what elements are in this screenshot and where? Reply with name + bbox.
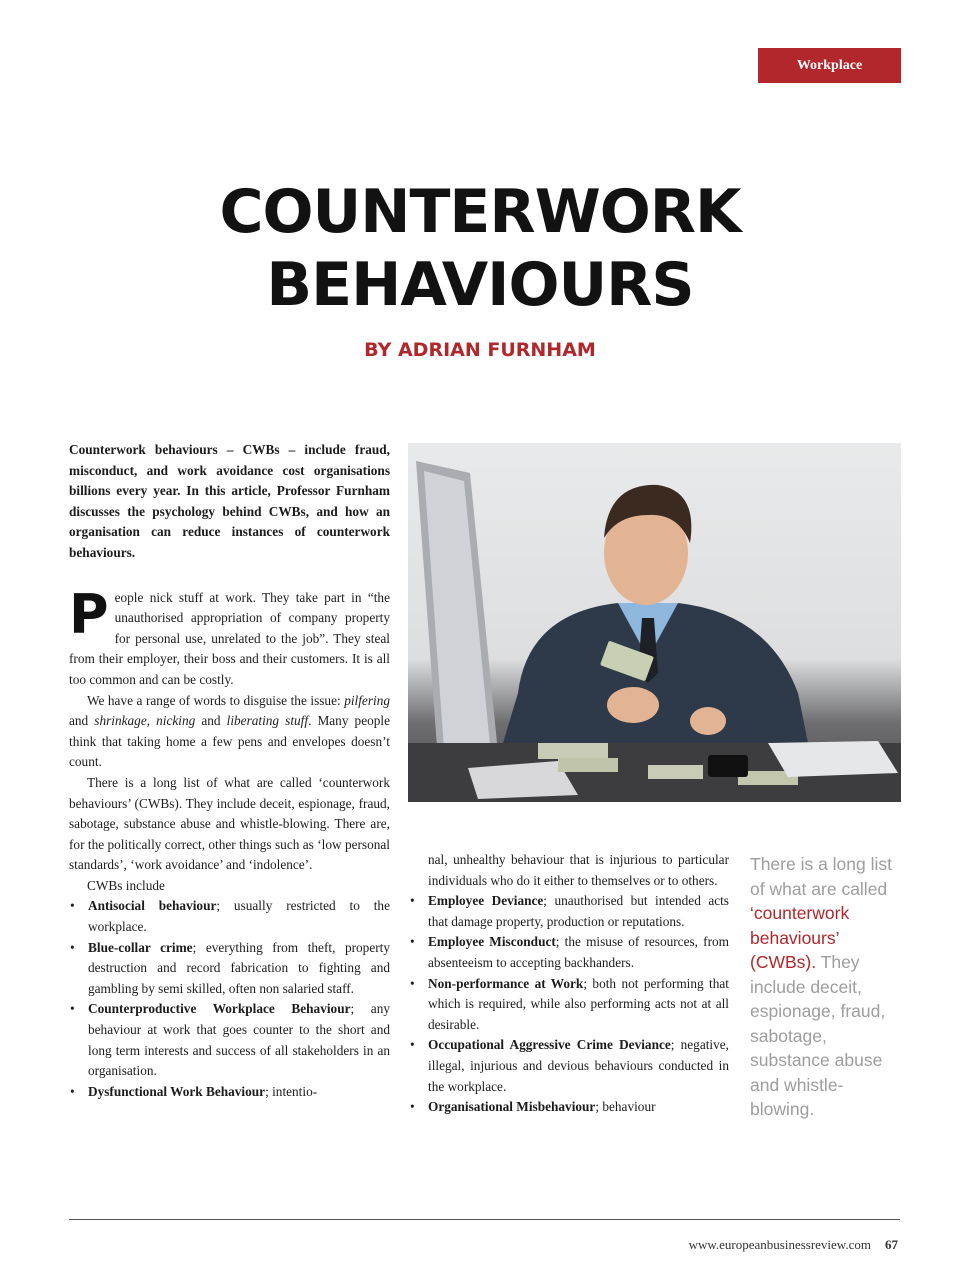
byline: BY ADRIAN FURNHAM: [364, 339, 596, 361]
article-photo: [408, 443, 901, 802]
list-desc: ; usually restricted to the workplace.: [88, 898, 390, 935]
list-item: [409, 974, 729, 1036]
pull-quote: [750, 852, 900, 1122]
p2-term: shrinkage: [94, 713, 147, 729]
footer-divider: [69, 1219, 900, 1220]
p2-term: pilfering: [344, 692, 390, 708]
pull-quote-highlight: ‘counterwork behaviours’ (CWBs).: [750, 903, 850, 972]
money-stack: [558, 758, 618, 772]
list-term: Occupational Aggressive Crime Deviance: [428, 1037, 671, 1053]
tablet: [768, 741, 898, 777]
list-item: [69, 938, 390, 1000]
column-left: [69, 440, 390, 1102]
list-desc: ; unauthorised but intended acts that damage property, production or reputations.: [428, 893, 729, 929]
footer: [689, 1237, 898, 1253]
list-desc: ; negative, illegal, injurious and devious behaviours conducted in the workplace.: [428, 1037, 729, 1094]
hands: [607, 687, 659, 723]
paragraph-2: [69, 691, 390, 773]
money-stack: [538, 743, 608, 759]
paragraph-1: [69, 582, 390, 691]
right-hand: [690, 707, 726, 735]
list-item: [409, 891, 729, 932]
list-desc: ; any behaviour at work that goes counter to the short and long term interests and success of all stakeholders in an organisation.: [88, 1001, 391, 1079]
pull-quote-text: There is a long list of what are called: [750, 854, 893, 899]
paragraph-3: There is a long list of what are called ‘counterwork behaviours’ (CWBs). They include deceit, espionage, fraud, sabotage, substance abuse and whistle-blowing. There are, for the politically correct, other things such as ‘low personal standards’, ‘work avoidance’ and ‘indolence’.: [69, 774, 390, 873]
pull-quote-text: They include deceit, espionage, fraud, sabotage, substance abuse and whistle-blowing.: [750, 952, 886, 1119]
cwb-list-right: [409, 891, 729, 1118]
list-term: Antisocial behaviour: [88, 898, 217, 914]
section-tag: Workplace: [758, 48, 901, 83]
title-line-1: COUNTERWORK: [219, 177, 741, 247]
list-term: Organisational Misbehaviour: [428, 1099, 596, 1115]
list-item: [409, 932, 729, 973]
cwb-list-left: [69, 896, 390, 1102]
p2-text: We have a range of words to disguise the issue:: [87, 692, 345, 708]
list-desc: ; behaviour: [595, 1099, 656, 1115]
list-item: [409, 1035, 729, 1097]
list-item: [409, 1097, 729, 1118]
column-middle: [409, 850, 729, 1118]
list-desc: ; the misuse of resources, from absenteeism to accepting backhanders.: [428, 934, 729, 970]
article-title: [0, 176, 960, 322]
list-item: [69, 896, 390, 937]
p2-term: liberating stuff: [226, 713, 309, 729]
p2-text: . Many people think that taking home a few pens and envelopes doesn’t count.: [69, 713, 390, 770]
paragraph-4: CWBs include: [87, 877, 165, 893]
list-term: Employee Misconduct: [428, 934, 556, 950]
drop-cap: P: [69, 582, 109, 646]
title-line-2: BEHAVIOURS: [266, 250, 694, 320]
list-term: Blue-collar crime: [88, 939, 193, 955]
footer-url[interactable]: www.europeanbusinessreview.com: [688, 1237, 871, 1252]
list-term: Employee Deviance: [428, 893, 544, 909]
page-number: 67: [885, 1237, 898, 1252]
intro-paragraph: Counterwork behaviours – CWBs – include fraud, misconduct, and work avoidance cost organisations billions every year. In this article, Professor Furnham discusses the psychology behind CWBs, and how an organisation can reduce instances of counterwork behaviours.: [69, 442, 390, 560]
p2-text: and: [195, 713, 227, 729]
list-term: Non-performance at Work: [428, 975, 584, 991]
p2-text: and: [69, 713, 95, 729]
phone: [708, 755, 748, 777]
list-term: Dysfunctional Work Behaviour: [88, 1083, 266, 1099]
list-term: Counterproductive Workplace Behaviour: [88, 1001, 351, 1017]
list-desc: ; both not performing that which is required, while also performing acts not at all desirable.: [428, 975, 729, 1032]
list-desc: ; everything from theft, property destruction and record fabrication to fighting and gambling by semi skilled, often non salaried staff.: [88, 939, 391, 996]
list-desc: ; intentio-: [265, 1083, 318, 1099]
p2-text: ,: [146, 713, 157, 729]
list-item: [69, 999, 390, 1081]
paragraph-1-text: eople nick stuff at work. They take part in “the unauthorised appropriation of company property for personal use, unrelated to the job”. They steal from their employer, their boss and their customers. It is all too common and can be costly.: [69, 589, 390, 687]
businessman-photo-illustration: [408, 443, 901, 802]
continued-text: nal, unhealthy behaviour that is injurious to particular individuals who do it either to themselves or to others.: [428, 852, 729, 888]
list-item: [69, 1082, 390, 1103]
p2-term: nicking: [156, 713, 196, 729]
money-stack: [648, 765, 703, 779]
